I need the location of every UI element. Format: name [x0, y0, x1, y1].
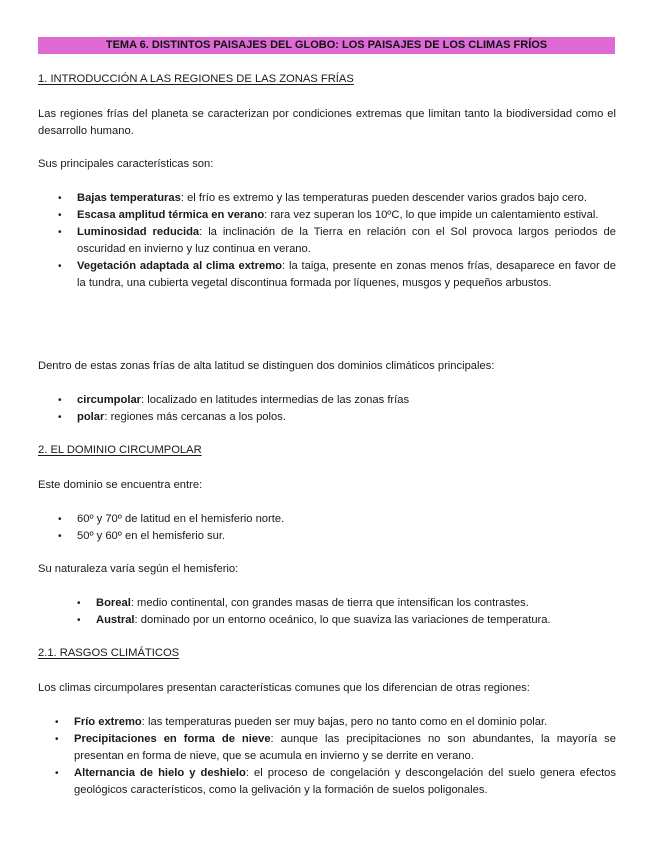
section-heading-circumpolar: 2. EL DOMINIO CIRCUMPOLAR: [38, 444, 202, 456]
hemisphere-list: [96, 595, 616, 629]
characteristics-lead: Sus principales características son:: [38, 158, 214, 170]
list-item-text: : regiones más cercanas a los polos.: [104, 411, 286, 423]
list-item: [74, 731, 616, 765]
list-item-term: Precipitaciones en forma de nieve: [74, 733, 271, 745]
list-item: [77, 511, 616, 528]
list-item-term: Alternancia de hielo y deshielo: [74, 767, 246, 779]
list-item-text: : el frío es extremo y las temperaturas pueden descender varios grados bajo cero.: [180, 192, 587, 204]
list-item-text: : localizado en latitudes intermedias de las zonas frías: [141, 394, 410, 406]
list-item-text: : medio continental, con grandes masas de tierra que intensifican los contrastes.: [130, 597, 529, 609]
list-item-text: : dominado por un entorno oceánico, lo que suaviza las variaciones de temperatura.: [134, 614, 551, 626]
list-item-text: : aunque las precipitaciones no son abundantes, la mayoría se presentan en forma de nieve, que se acumula en invierno y se derrite en verano.: [74, 733, 616, 762]
page-title: TEMA 6. DISTINTOS PAISAJES DEL GLOBO: LOS PAISAJES DE LOS CLIMAS FRÍOS: [38, 37, 615, 54]
list-item: [77, 207, 616, 224]
domains-lead: Dentro de estas zonas frías de alta latitud se distinguen dos dominios climáticos principales:: [38, 360, 495, 372]
intro-paragraph: Las regiones frías del planeta se caracterizan por condiciones extremas que limitan tanto la biodiversidad como el desarrollo humano.: [38, 108, 616, 137]
latitude-list: [77, 511, 616, 545]
hemisphere-lead: Su naturaleza varía según el hemisferio:: [38, 563, 239, 575]
list-item-term: circumpolar: [77, 394, 142, 406]
list-item-term: Bajas temperaturas: [77, 192, 181, 204]
list-item: [77, 392, 616, 409]
list-item-term: Escasa amplitud térmica en verano: [77, 209, 265, 221]
list-item: [74, 714, 616, 731]
list-item-text: : las temperaturas pueden ser muy bajas, pero no tanto como en el dominio polar.: [141, 716, 548, 728]
list-item: [77, 258, 616, 292]
list-item-term: Austral: [96, 614, 135, 626]
section-heading-introduction: 1. INTRODUCCIÓN A LAS REGIONES DE LAS ZONAS FRÍAS: [38, 73, 354, 85]
list-item: [77, 528, 616, 545]
list-item-text: : la inclinación de la Tierra en relación con el Sol provoca largos periodos de oscuridad en invierno y luz continua en verano.: [77, 226, 616, 255]
range-lead: Este dominio se encuentra entre:: [38, 479, 203, 491]
list-item-term: polar: [77, 411, 105, 423]
list-item: [77, 190, 616, 207]
section-heading-climatic-features: 2.1. RASGOS CLIMÁTICOS: [38, 647, 180, 659]
list-item-term: Frío extremo: [74, 716, 142, 728]
list-item-term: Boreal: [96, 597, 131, 609]
list-item-text: : el proceso de congelación y descongelación del suelo genera efectos geológicos característicos, como la gelivación y la formación de suelos poligonales.: [74, 767, 616, 796]
list-item-text: 50º y 60º en el hemisferio sur.: [77, 530, 226, 542]
list-item: [74, 765, 616, 799]
climatic-features-list: [74, 714, 616, 799]
list-item: [77, 224, 616, 258]
list-item: [96, 595, 616, 612]
list-item-term: Luminosidad reducida: [77, 226, 200, 238]
list-item: [96, 612, 616, 629]
characteristics-list: [77, 190, 616, 292]
list-item: [77, 409, 616, 426]
list-item-text: : rara vez superan los 10ºC, lo que impide un calentamiento estival.: [264, 209, 599, 221]
list-item-text: 60º y 70º de latitud en el hemisferio norte.: [77, 513, 285, 525]
list-item-text: : la taiga, presente en zonas menos frías, desaparece en favor de la tundra, una cubierta vegetal discontinua formada por líquenes, musgos y pequeños arbustos.: [77, 260, 616, 289]
list-item-term: Vegetación adaptada al clima extremo: [77, 260, 283, 272]
domains-list: [77, 392, 616, 426]
climatic-features-lead: Los climas circumpolares presentan características comunes que los diferencian de otras regiones:: [38, 682, 530, 694]
